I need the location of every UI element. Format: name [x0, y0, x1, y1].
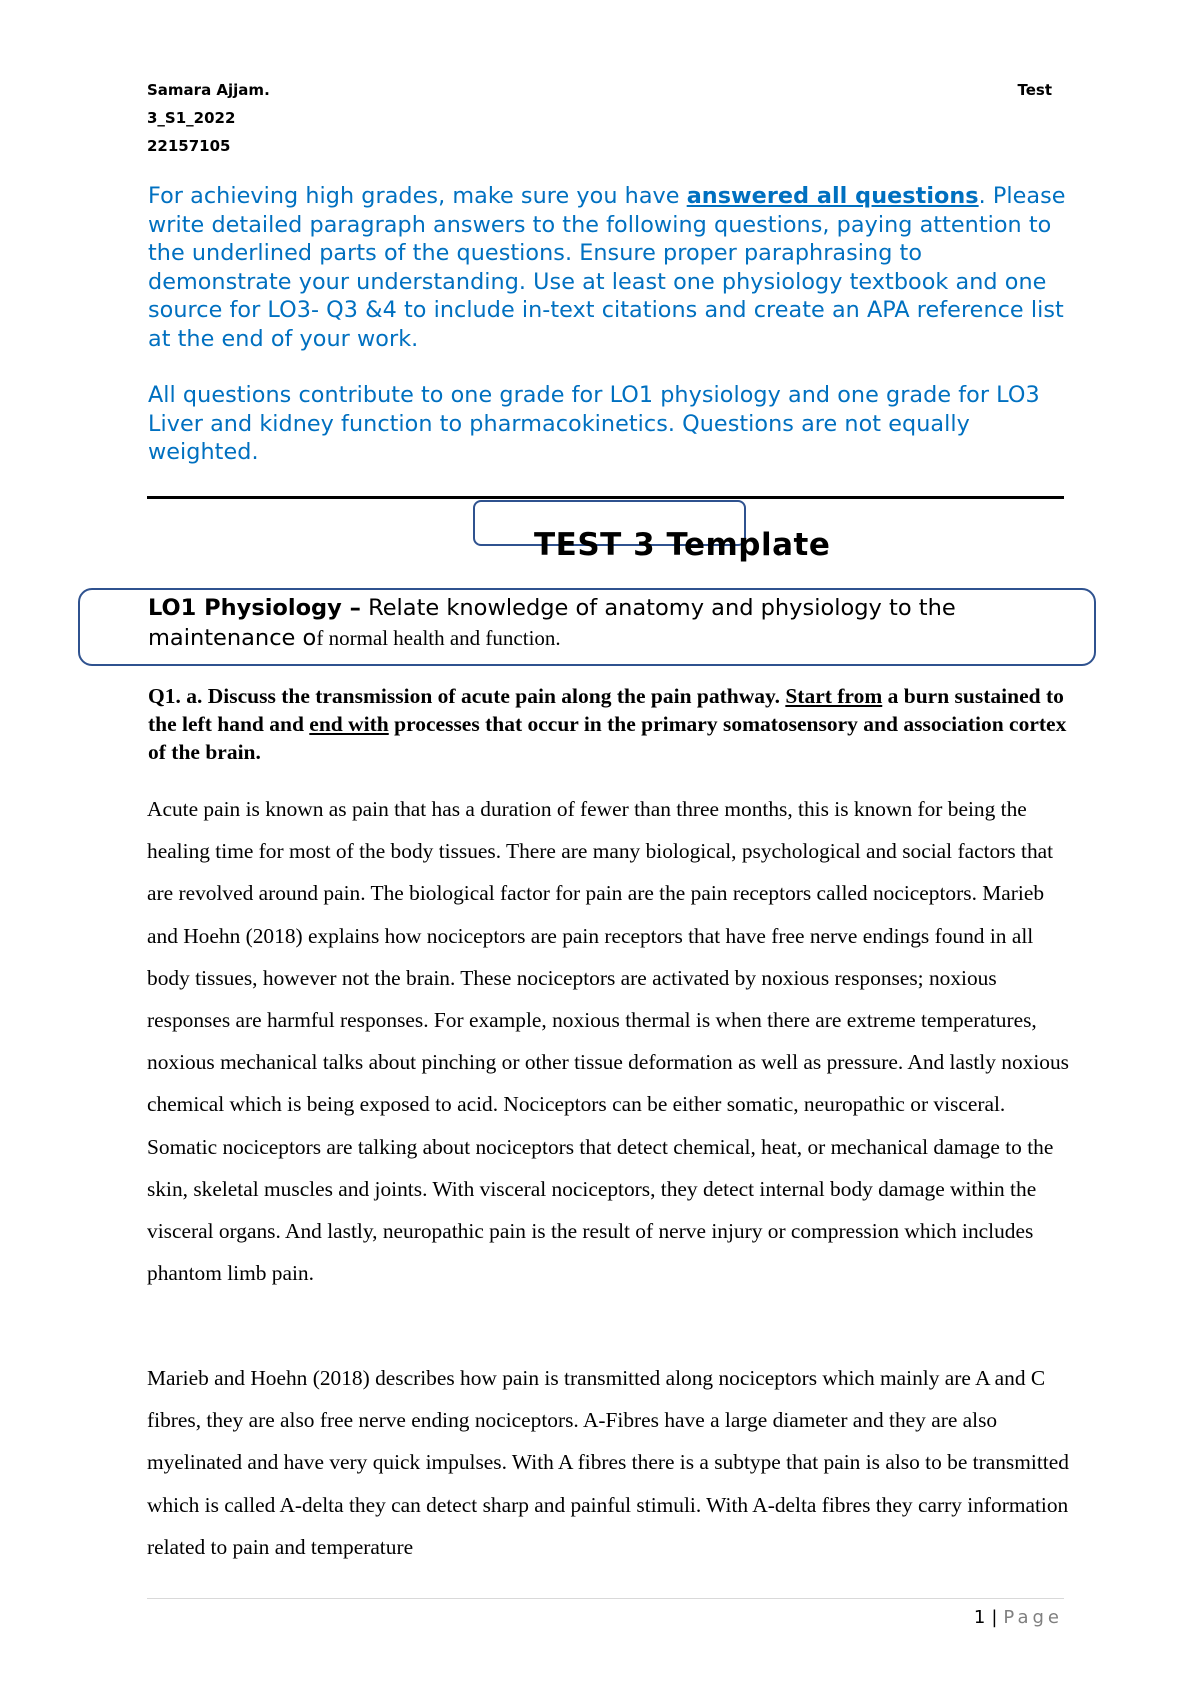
lo1-label: LO1 Physiology –	[148, 595, 361, 621]
instructions-body-text: Please write detailed paragraph answers to the following questions, paying attention to the underlined parts of the questions. Ensure proper paraphrasing to demonstrate your understanding. Use at least one physiology textbook and one source for LO3- Q3 &4 to include in-text citations and create an APA reference list at the end of your work.	[148, 183, 1066, 352]
document-header-right: Test	[1017, 81, 1052, 99]
course-code: 3_S1_2022	[147, 109, 236, 127]
lo1-description: Relate knowledge of anatomy and physiology to the maintenance o	[148, 595, 956, 651]
instructions-intro-text: For achieving high grades, make sure you have	[148, 183, 687, 209]
question-underline-end: end with	[309, 712, 389, 736]
answer-paragraph-2: Marieb and Hoehn (2018) describes how pain is transmitted along nociceptors which mainly are A and C fibres, they are also free nerve ending nociceptors. A-Fibres have a large diameter and they are also myelinated and have very quick impulses. With A fibres there is a subtype that pain is also to be transmitted which is called A-delta they can detect sharp and painful stimuli. With A-delta fibres they carry information related to pain and temperature	[147, 1366, 1069, 1559]
document-title: TEST 3 Template	[534, 527, 831, 563]
question-underline-start: Start from	[785, 684, 883, 708]
document-header-left	[147, 76, 270, 160]
lo1-heading	[148, 593, 1048, 653]
horizontal-rule	[147, 496, 1064, 499]
page-number: 1	[973, 1607, 986, 1628]
question-text-part1: Q1. a. Discuss the transmission of acute pain along the pain pathway.	[148, 684, 786, 708]
question-text-part3: processes that occur in the primary somatosensory and association cortex of the brain.	[148, 712, 1067, 764]
answer-paragraph-1: Acute pain is known as pain that has a duration of fewer than three months, this is known for being the healing time for most of the body tissues. There are many biological, psychological and social factors that are revolved around pain. The biological factor for pain are the pain receptors called nociceptors. Marieb and Hoehn (2018) explains how nociceptors are pain receptors that have free nerve endings found in all body tissues, however not the brain. These nociceptors are activated by noxious responses; noxious responses are harmful responses. For example, noxious thermal is when there are extreme temperatures, noxious mechanical talks about pinching or other tissue deformation as well as pressure. And lastly noxious chemical which is being exposed to acid. Nociceptors can be either somatic, neuropathic or visceral. Somatic nociceptors are talking about nociceptors that detect chemical, heat, or mechanical damage to the skin, skeletal muscles and joints. With visceral nociceptors, they detect internal body damage within the visceral organs. And lastly, neuropathic pain is the result of nerve injury or compression which includes phantom limb pain.	[147, 797, 1069, 1286]
page-label: Page	[1003, 1607, 1063, 1628]
page-footer	[974, 1605, 1063, 1631]
grades-note: All questions contribute to one grade for LO1 physiology and one grade for LO3	[148, 382, 1040, 408]
answered-all-questions-link[interactable]: answered all questions	[686, 183, 979, 209]
instructions-period: .	[978, 183, 986, 209]
instructions-block	[148, 182, 1068, 467]
weighting-note: Liver and kidney function to pharmacokinetics. Questions are not equally weighted.	[148, 410, 970, 465]
footer-divider	[147, 1598, 1064, 1599]
footer-separator: |	[991, 1607, 998, 1628]
student-id: 22157105	[147, 137, 231, 155]
question-1a	[148, 682, 1068, 766]
instructions-paragraph	[148, 182, 1068, 353]
lo1-description-end: f normal health and function.	[316, 626, 561, 650]
student-name: Samara Ajjam.	[147, 81, 270, 99]
question-text-part2: a burn sustained to the left hand and	[148, 684, 1064, 736]
